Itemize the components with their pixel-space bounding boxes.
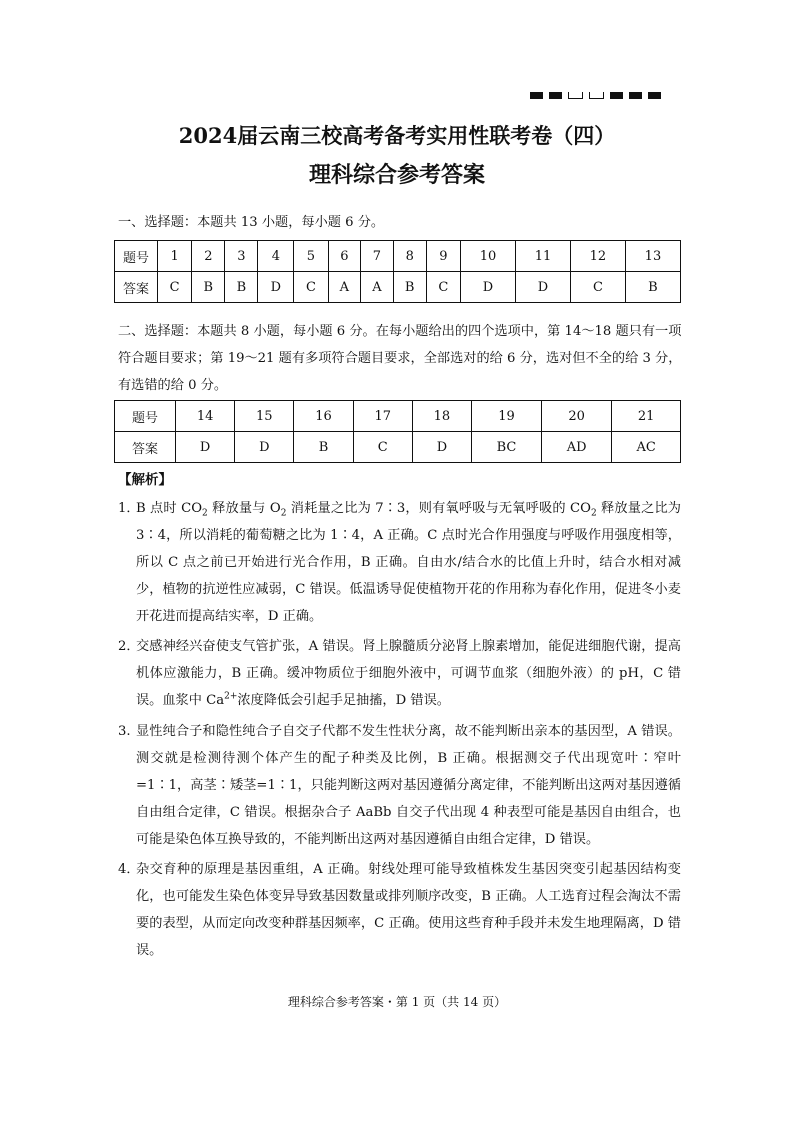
mark-open (589, 92, 604, 99)
item-text: 杂交育种的原理是基因重组，A 正确。射线处理可能导致植株发生基因突变引起基因结构变化，也可能发生染色体变异导致基因数量或排列顺序改变，B 正确。人工选育过程会淘汰不需要的表型，从而定向改变种群基因频率，C 正确。使用这些育种手段并未发生地理隔离，D 错误。 (136, 862, 681, 958)
analysis-item (118, 495, 681, 630)
table-row (115, 272, 681, 303)
question-number-cell: 2 (192, 241, 225, 272)
item-number: 3. (118, 724, 131, 739)
mark-block (629, 92, 642, 99)
row-label: 题号 (115, 401, 176, 432)
mark-block (549, 92, 562, 99)
analysis-item (118, 718, 681, 853)
answer-cell: C (294, 272, 328, 303)
answer-cell: D (516, 272, 571, 303)
question-number-cell: 5 (294, 241, 328, 272)
question-number-cell: 20 (542, 401, 612, 432)
answer-cell: C (570, 272, 625, 303)
corner-marks (530, 92, 661, 99)
answer-cell: D (258, 272, 294, 303)
answer-cell: B (192, 272, 225, 303)
analysis-heading: 【解析】 (118, 472, 172, 488)
question-number-cell: 12 (570, 241, 625, 272)
section1-heading: 一、选择题：本题共 13 小题，每小题 6 分。 (118, 215, 385, 230)
answer-cell: B (393, 272, 426, 303)
question-number-cell: 17 (353, 401, 412, 432)
mark-block (610, 92, 623, 99)
item-number: 2． (118, 639, 140, 654)
analysis-item (118, 856, 681, 964)
question-number-cell: 13 (625, 241, 680, 272)
answer-cell: C (353, 432, 412, 463)
row-label: 题号 (115, 241, 158, 272)
answer-cell: C (426, 272, 460, 303)
answer-cell: C (158, 272, 192, 303)
question-number-cell: 1 (158, 241, 192, 272)
question-number-cell: 10 (461, 241, 516, 272)
answer-cell: AC (612, 432, 681, 463)
item-number: 4． (118, 862, 140, 877)
page-title: 2024届云南三校高考备考实用性联考卷（四） (178, 123, 616, 148)
question-number-cell: 21 (612, 401, 681, 432)
table-row (115, 432, 681, 463)
question-number-cell: 11 (516, 241, 571, 272)
answer-cell: B (225, 272, 258, 303)
analysis-item (118, 633, 681, 714)
row-label: 答案 (115, 272, 158, 303)
answer-table-1 (114, 240, 681, 303)
answer-table-2 (114, 400, 681, 463)
section2-heading: 二、选择题：本题共 8 小题，每小题 6 分。在每小题给出的四个选项中，第 14～18 题只有一项符合题目要求；第 19～21 题有多项符合题目要求，全部选对的给 6 分，选对但不全的给 3 分，有选错的给 0 分。 (118, 324, 682, 393)
answer-cell: BC (472, 432, 542, 463)
answer-cell: D (461, 272, 516, 303)
answer-cell: A (328, 272, 361, 303)
answer-cell: D (412, 432, 471, 463)
answer-cell: B (625, 272, 680, 303)
question-number-cell: 9 (426, 241, 460, 272)
question-number-cell: 8 (393, 241, 426, 272)
mark-block (648, 92, 661, 99)
question-number-cell: 15 (235, 401, 294, 432)
question-number-cell: 3 (225, 241, 258, 272)
question-number-cell: 4 (258, 241, 294, 272)
row-label: 答案 (115, 432, 176, 463)
question-number-cell: 16 (294, 401, 353, 432)
item-text: B 点时 $CO_2$ 释放量与 $O_2$ 消耗量之比为 7∶3，则有氧呼吸与无氧呼吸的 $CO_2$ 释放量之比为 3∶4，所以消耗的葡萄糖之比为 1∶4，A 正确。C 点时光合作用强度与呼吸作用强度相等，所以 C 点之前已开始进行光合作用，B 正确。自由水/结合水的比值上升时，结合水相对减少，植物的抗逆性应减弱，C 错误。低温诱导促使植物开花的作用称为春化作用，促进冬小麦开花进而提高结实率，D 正确。 (136, 501, 681, 624)
item-number: 1． (118, 501, 140, 516)
table-row (115, 401, 681, 432)
answer-cell: D (235, 432, 294, 463)
question-number-cell: 6 (328, 241, 361, 272)
item-text: 显性纯合子和隐性纯合子自交子代都不发生性状分离，故不能判断出亲本的基因型，A 错误。测交就是检测待测个体产生的配子种类及比例，B 正确。根据测交子代出现宽叶∶窄叶=1∶1，高茎∶矮茎=1∶1，只能判断这两对基因遵循分离定律，不能判断出这两对基因遵循自由组合定律，C 错误。根据杂合子 AaBb 自交子代出现 4 种表型可能是基因自由组合，也可能是染色体互换导致的，不能判断出这两对基因遵循自由组合定律，D 错误。 (136, 724, 681, 847)
answer-cell: B (294, 432, 353, 463)
page-subtitle: 理科综合参考答案 (308, 162, 485, 188)
mark-open (568, 92, 583, 99)
item-text: 交感神经兴奋使支气管扩张，A 错误。肾上腺髓质分泌肾上腺素增加，能促进细胞代谢，提高机体应激能力，B 正确。缓冲物质位于细胞外液中，可调节血浆（细胞外液）的 pH，C 错误。血浆中 $Ca^{2+}$浓度降低会引起手足抽搐，D 错误。 (136, 639, 681, 708)
question-number-cell: 18 (412, 401, 471, 432)
question-number-cell: 7 (361, 241, 394, 272)
table-row (115, 241, 681, 272)
question-number-cell: 14 (176, 401, 235, 432)
answer-cell: AD (542, 432, 612, 463)
question-number-cell: 19 (472, 401, 542, 432)
answer-cell: A (361, 272, 394, 303)
answer-cell: D (176, 432, 235, 463)
mark-block (530, 92, 543, 99)
page-footer: 理科综合参考答案・第 1 页（共 14 页） (287, 995, 507, 1009)
